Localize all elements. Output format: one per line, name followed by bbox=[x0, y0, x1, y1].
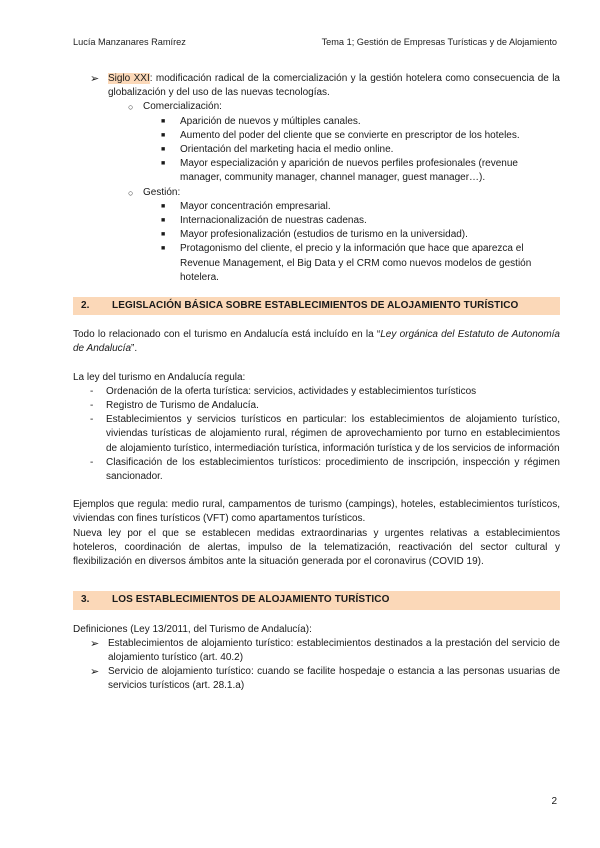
siglo-text: : modificación radical de la comercialización y la gestión hotelera como consecuencia de la globalización y del uso de las nuevas tecnologías. bbox=[108, 73, 560, 99]
gestion-point: Mayor profesionalización (estudios de turismo en la universidad). bbox=[180, 229, 468, 241]
list-item bbox=[161, 200, 560, 214]
comercializacion-point: Aparición de nuevos y múltiples canales. bbox=[180, 115, 361, 127]
definiciones-label: Definiciones (Ley 13/2011, del Turismo de Andalucía): bbox=[73, 623, 312, 635]
list-item bbox=[90, 456, 560, 484]
list-item bbox=[161, 143, 560, 157]
list-item bbox=[161, 214, 560, 228]
section-2-number: 2. bbox=[81, 300, 90, 312]
list-item bbox=[161, 115, 560, 129]
square-bullet-icon: ■ bbox=[161, 217, 166, 225]
regula-point: Ordenación de la oferta turística: servicios, actividades y establecimientos turísticos bbox=[106, 385, 477, 397]
regula-label: La ley del turismo en Andalucía regula: bbox=[73, 371, 246, 383]
arrow-bullet-icon: ➢ bbox=[90, 666, 100, 679]
square-bullet-icon: ■ bbox=[161, 231, 166, 239]
siglo-xxi-item bbox=[90, 72, 560, 100]
list-item bbox=[90, 665, 560, 693]
definition-point: Establecimientos de alojamiento turístico: establecimientos destinados a la prestación del servicio de alojamiento turístico (art. 40.2) bbox=[108, 637, 560, 663]
regula-point: Establecimientos y servicios turísticos en particular: los establecimientos de alojamiento turístico, viviendas turísticas de alojamiento rural, régimen de aprovechamiento por turno en establecimientos de alojamiento turístico, intermediación turística, información turística y de los servicios de información bbox=[106, 414, 560, 454]
square-bullet-icon: ■ bbox=[161, 131, 166, 139]
page-number: 2 bbox=[551, 796, 557, 807]
list-item bbox=[90, 637, 560, 665]
circle-bullet-icon: ○ bbox=[128, 102, 134, 113]
intro-text-end: ”. bbox=[131, 343, 138, 355]
gestion-title: Gestión: bbox=[143, 186, 181, 198]
arrow-bullet-icon: ➢ bbox=[90, 637, 100, 650]
comercializacion-point: Orientación del marketing hacia el medio online. bbox=[180, 144, 394, 156]
regula-point: Clasificación de los establecimientos turísticos: procedimiento de inscripción, inspección y régimen sancionador. bbox=[106, 456, 560, 483]
list-item bbox=[90, 399, 560, 413]
dash-bullet-icon: - bbox=[90, 414, 94, 426]
header-author: Lucía Manzanares Ramírez bbox=[73, 37, 186, 47]
list-item bbox=[161, 228, 560, 242]
arrow-bullet-icon: ➢ bbox=[90, 73, 100, 85]
gestion-point: Internacionalización de nuestras cadenas. bbox=[180, 215, 367, 227]
square-bullet-icon: ■ bbox=[161, 160, 166, 168]
list-item bbox=[161, 129, 560, 143]
square-bullet-icon: ■ bbox=[161, 245, 166, 253]
comercializacion-title: Comercialización: bbox=[143, 101, 222, 113]
section-3-title: LOS ESTABLECIMIENTOS DE ALOJAMIENTO TURÍSTICO bbox=[112, 594, 390, 606]
header-topic: Tema 1; Gestión de Empresas Turísticas y de Alojamiento bbox=[321, 37, 557, 47]
regula-point: Registro de Turismo de Andalucía. bbox=[106, 400, 259, 412]
definition-point: Servicio de alojamiento turístico: cuando se facilite hospedaje o estancia a las personas usuarias de servicios turísticos (art. 28.1.a) bbox=[108, 666, 560, 692]
nueva-ley-paragraph: Nueva ley por el que se establecen medidas extraordinarias y urgentes relativas a establecimientos hoteleros, coordinación de alertas, impulso de la telematización, reactivación del sector cultural y flexibilización en diversos ámbitos ante la situación generada por el coronavirus (COVID 19). bbox=[73, 527, 560, 568]
circle-bullet-icon: ○ bbox=[128, 187, 134, 198]
comercializacion-point: Mayor especialización y aparición de nuevos perfiles profesionales (revenue manager, community manager, channel manager, guest manager…). bbox=[180, 158, 518, 184]
dash-bullet-icon: - bbox=[90, 456, 94, 468]
section-3-heading bbox=[73, 591, 560, 609]
comercializacion-point: Aumento del poder del cliente que se convierte en prescriptor de los hoteles. bbox=[180, 129, 520, 141]
list-item bbox=[161, 242, 560, 285]
dash-bullet-icon: - bbox=[90, 385, 94, 397]
section-2-heading bbox=[73, 297, 560, 315]
list-item bbox=[90, 385, 560, 399]
section-2-intro bbox=[73, 328, 560, 356]
section-3-number: 3. bbox=[81, 594, 90, 606]
square-bullet-icon: ■ bbox=[161, 202, 166, 210]
list-item bbox=[161, 157, 560, 185]
square-bullet-icon: ■ bbox=[161, 146, 166, 154]
square-bullet-icon: ■ bbox=[161, 117, 166, 125]
intro-text: Todo lo relacionado con el turismo en Andalucía está incluído en la “ bbox=[73, 329, 381, 341]
dash-bullet-icon: - bbox=[90, 400, 94, 412]
section-2-title: LEGISLACIÓN BÁSICA SOBRE ESTABLECIMIENTOS DE ALOJAMIENTO TURÍSTICO bbox=[112, 300, 519, 312]
gestion-point: Mayor concentración empresarial. bbox=[180, 200, 331, 212]
ejemplos-paragraph: Ejemplos que regula: medio rural, campamentos de turismo (campings), hoteles, establecimientos turísticos, viviendas con fines turísticos (VFT) como apartamentos turísticos. bbox=[73, 499, 560, 525]
list-item bbox=[90, 413, 560, 456]
page-header bbox=[73, 37, 557, 49]
gestion-point: Protagonismo del cliente, el precio y la información que hace que aparezca el Revenue Management, el Big Data y el CRM como nuevos modelos de gestión hotelera. bbox=[180, 243, 532, 283]
page-content bbox=[73, 72, 560, 694]
intro-law-title: Ley orgánica del Estatuto de Autonomía de Andalucía bbox=[73, 329, 560, 355]
gestion-item bbox=[128, 186, 560, 200]
comercializacion-item bbox=[128, 100, 560, 114]
siglo-label: Siglo XXI bbox=[108, 73, 150, 84]
